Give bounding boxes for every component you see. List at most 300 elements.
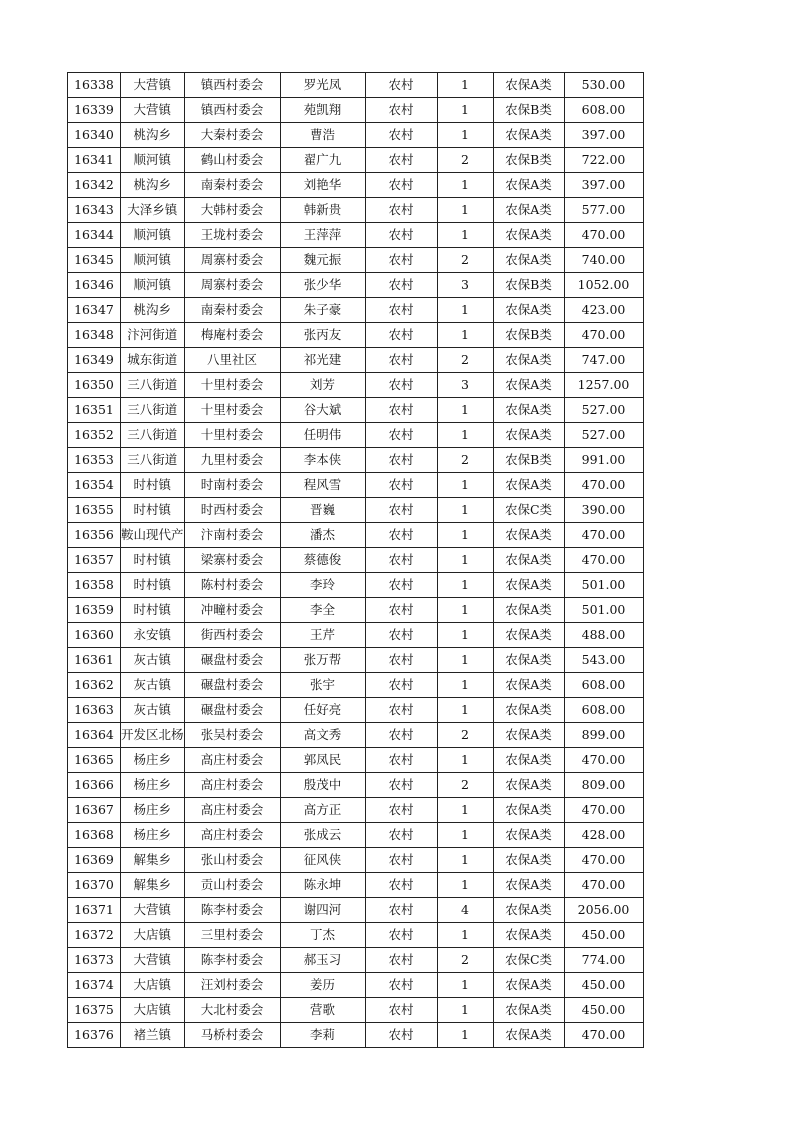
household-count-cell: 1 [437, 298, 493, 323]
person-name-cell: 张宇 [280, 673, 365, 698]
insurance-class-cell: 农保A类 [493, 473, 564, 498]
amount-cell: 501.00 [564, 573, 643, 598]
village-cell: 汪刘村委会 [184, 973, 280, 998]
record-id-cell: 16366 [68, 773, 121, 798]
amount-cell: 450.00 [564, 923, 643, 948]
table-row [68, 848, 644, 873]
household-count-cell: 1 [437, 1023, 493, 1048]
town-cell: 三八街道 [121, 373, 185, 398]
household-count-cell: 1 [437, 498, 493, 523]
person-name-cell: 张少华 [280, 273, 365, 298]
insurance-class-cell: 农保A类 [493, 123, 564, 148]
town-cell: 灰古镇 [121, 698, 185, 723]
area-type-cell: 农村 [365, 498, 437, 523]
town-cell: 大泽乡镇 [121, 198, 185, 223]
area-type-cell: 农村 [365, 248, 437, 273]
table-row [68, 273, 644, 298]
insurance-class-cell: 农保A类 [493, 873, 564, 898]
village-cell: 汴南村委会 [184, 523, 280, 548]
area-type-cell: 农村 [365, 748, 437, 773]
household-count-cell: 2 [437, 348, 493, 373]
area-type-cell: 农村 [365, 973, 437, 998]
insurance-class-cell: 农保A类 [493, 348, 564, 373]
amount-cell: 991.00 [564, 448, 643, 473]
household-count-cell: 1 [437, 673, 493, 698]
insurance-class-cell: 农保A类 [493, 398, 564, 423]
amount-cell: 501.00 [564, 598, 643, 623]
record-id-cell: 16342 [68, 173, 121, 198]
record-id-cell: 16356 [68, 523, 121, 548]
area-type-cell: 农村 [365, 998, 437, 1023]
record-id-cell: 16368 [68, 823, 121, 848]
town-cell: 三八街道 [121, 423, 185, 448]
person-name-cell: 姜历 [280, 973, 365, 998]
insurance-class-cell: 农保A类 [493, 898, 564, 923]
table-row [68, 148, 644, 173]
area-type-cell: 农村 [365, 223, 437, 248]
town-cell: 桃沟乡 [121, 123, 185, 148]
table-row [68, 298, 644, 323]
insurance-class-cell: 农保A类 [493, 673, 564, 698]
insurance-class-cell: 农保A类 [493, 648, 564, 673]
area-type-cell: 农村 [365, 98, 437, 123]
person-name-cell: 殷茂中 [280, 773, 365, 798]
household-count-cell: 1 [437, 623, 493, 648]
record-id-cell: 16370 [68, 873, 121, 898]
village-cell: 高庄村委会 [184, 748, 280, 773]
record-id-cell: 16361 [68, 648, 121, 673]
insurance-class-cell: 农保C类 [493, 498, 564, 523]
household-count-cell: 1 [437, 598, 493, 623]
table-row [68, 648, 644, 673]
village-cell: 马桥村委会 [184, 1023, 280, 1048]
insurance-class-cell: 农保A类 [493, 73, 564, 98]
village-cell: 镇西村委会 [184, 73, 280, 98]
table-row [68, 673, 644, 698]
insurance-class-cell: 农保A类 [493, 373, 564, 398]
table-row [68, 523, 644, 548]
table-row [68, 323, 644, 348]
insurance-class-cell: 农保A类 [493, 623, 564, 648]
town-cell: 解集乡 [121, 848, 185, 873]
village-cell: 陈李村委会 [184, 898, 280, 923]
person-name-cell: 张丙友 [280, 323, 365, 348]
person-name-cell: 高方正 [280, 798, 365, 823]
table-row [68, 248, 644, 273]
town-cell: 大营镇 [121, 98, 185, 123]
town-cell: 大营镇 [121, 898, 185, 923]
town-cell: 时村镇 [121, 473, 185, 498]
area-type-cell: 农村 [365, 648, 437, 673]
household-count-cell: 1 [437, 748, 493, 773]
amount-cell: 608.00 [564, 673, 643, 698]
household-count-cell: 2 [437, 148, 493, 173]
village-cell: 十里村委会 [184, 398, 280, 423]
household-count-cell: 2 [437, 448, 493, 473]
amount-cell: 527.00 [564, 398, 643, 423]
area-type-cell: 农村 [365, 698, 437, 723]
amount-cell: 722.00 [564, 148, 643, 173]
area-type-cell: 农村 [365, 398, 437, 423]
table-row [68, 623, 644, 648]
insurance-class-cell: 农保A类 [493, 548, 564, 573]
table-row [68, 373, 644, 398]
household-count-cell: 1 [437, 823, 493, 848]
area-type-cell: 农村 [365, 123, 437, 148]
amount-cell: 470.00 [564, 798, 643, 823]
amount-cell: 608.00 [564, 698, 643, 723]
person-name-cell: 任好亮 [280, 698, 365, 723]
table-row [68, 173, 644, 198]
town-cell: 顺河镇 [121, 273, 185, 298]
household-count-cell: 2 [437, 248, 493, 273]
household-count-cell: 1 [437, 98, 493, 123]
town-cell: 杨庄乡 [121, 823, 185, 848]
household-count-cell: 1 [437, 223, 493, 248]
village-cell: 大韩村委会 [184, 198, 280, 223]
person-name-cell: 丁杰 [280, 923, 365, 948]
amount-cell: 428.00 [564, 823, 643, 848]
town-cell: 桃沟乡 [121, 298, 185, 323]
table-row [68, 873, 644, 898]
amount-cell: 470.00 [564, 323, 643, 348]
household-count-cell: 1 [437, 73, 493, 98]
record-id-cell: 16360 [68, 623, 121, 648]
table-row [68, 1023, 644, 1048]
amount-cell: 470.00 [564, 223, 643, 248]
area-type-cell: 农村 [365, 173, 437, 198]
record-id-cell: 16353 [68, 448, 121, 473]
amount-cell: 397.00 [564, 173, 643, 198]
table-row [68, 973, 644, 998]
town-cell: 大店镇 [121, 923, 185, 948]
village-cell: 南秦村委会 [184, 298, 280, 323]
amount-cell: 450.00 [564, 973, 643, 998]
insurance-class-cell: 农保A类 [493, 573, 564, 598]
area-type-cell: 农村 [365, 798, 437, 823]
person-name-cell: 程风雪 [280, 473, 365, 498]
household-count-cell: 1 [437, 573, 493, 598]
amount-cell: 527.00 [564, 423, 643, 448]
person-name-cell: 蔡德俊 [280, 548, 365, 573]
area-type-cell: 农村 [365, 348, 437, 373]
record-id-cell: 16354 [68, 473, 121, 498]
record-id-cell: 16343 [68, 198, 121, 223]
area-type-cell: 农村 [365, 923, 437, 948]
household-count-cell: 1 [437, 648, 493, 673]
amount-cell: 397.00 [564, 123, 643, 148]
person-name-cell: 苑凯翔 [280, 98, 365, 123]
insurance-class-cell: 农保A类 [493, 223, 564, 248]
household-count-cell: 1 [437, 523, 493, 548]
insurance-class-cell: 农保A类 [493, 773, 564, 798]
household-count-cell: 4 [437, 898, 493, 923]
town-cell: 灰古镇 [121, 673, 185, 698]
town-cell: 褚兰镇 [121, 1023, 185, 1048]
village-cell: 王垅村委会 [184, 223, 280, 248]
person-name-cell: 朱子豪 [280, 298, 365, 323]
roster-body [68, 73, 644, 1048]
insurance-class-cell: 农保B类 [493, 148, 564, 173]
household-count-cell: 1 [437, 123, 493, 148]
insurance-class-cell: 农保A类 [493, 748, 564, 773]
amount-cell: 1052.00 [564, 273, 643, 298]
table-row [68, 748, 644, 773]
village-cell: 梅庵村委会 [184, 323, 280, 348]
town-cell: 顺河镇 [121, 223, 185, 248]
insurance-class-cell: 农保A类 [493, 298, 564, 323]
table-row [68, 948, 644, 973]
person-name-cell: 刘芳 [280, 373, 365, 398]
person-name-cell: 潘杰 [280, 523, 365, 548]
table-row [68, 398, 644, 423]
town-cell: 桃沟乡 [121, 173, 185, 198]
insurance-class-cell: 农保C类 [493, 948, 564, 973]
household-count-cell: 3 [437, 273, 493, 298]
area-type-cell: 农村 [365, 848, 437, 873]
record-id-cell: 16362 [68, 673, 121, 698]
village-cell: 镇西村委会 [184, 98, 280, 123]
town-cell: 城东街道 [121, 348, 185, 373]
insurance-class-cell: 农保B类 [493, 448, 564, 473]
town-cell: 顺河镇 [121, 148, 185, 173]
household-count-cell: 2 [437, 948, 493, 973]
person-name-cell: 韩新贵 [280, 198, 365, 223]
village-cell: 碾盘村委会 [184, 673, 280, 698]
village-cell: 贡山村委会 [184, 873, 280, 898]
household-count-cell: 1 [437, 548, 493, 573]
record-id-cell: 16372 [68, 923, 121, 948]
table-row [68, 73, 644, 98]
village-cell: 张吴村委会 [184, 723, 280, 748]
household-count-cell: 1 [437, 873, 493, 898]
amount-cell: 608.00 [564, 98, 643, 123]
insurance-class-cell: 农保A类 [493, 598, 564, 623]
insurance-class-cell: 农保A类 [493, 698, 564, 723]
insurance-class-cell: 农保A类 [493, 423, 564, 448]
person-name-cell: 营歌 [280, 998, 365, 1023]
record-id-cell: 16348 [68, 323, 121, 348]
amount-cell: 577.00 [564, 198, 643, 223]
village-cell: 周寨村委会 [184, 273, 280, 298]
town-cell: 顺河镇 [121, 248, 185, 273]
person-name-cell: 高文秀 [280, 723, 365, 748]
area-type-cell: 农村 [365, 948, 437, 973]
area-type-cell: 农村 [365, 598, 437, 623]
amount-cell: 2056.00 [564, 898, 643, 923]
household-count-cell: 1 [437, 698, 493, 723]
person-name-cell: 刘艳华 [280, 173, 365, 198]
village-cell: 九里村委会 [184, 448, 280, 473]
village-cell: 大秦村委会 [184, 123, 280, 148]
benefit-roster-table [67, 72, 644, 1048]
person-name-cell: 祁光建 [280, 348, 365, 373]
person-name-cell: 谷大斌 [280, 398, 365, 423]
town-cell: 杨庄乡 [121, 773, 185, 798]
household-count-cell: 1 [437, 423, 493, 448]
record-id-cell: 16357 [68, 548, 121, 573]
village-cell: 陈李村委会 [184, 948, 280, 973]
household-count-cell: 1 [437, 973, 493, 998]
record-id-cell: 16349 [68, 348, 121, 373]
village-cell: 三里村委会 [184, 923, 280, 948]
area-type-cell: 农村 [365, 273, 437, 298]
household-count-cell: 1 [437, 198, 493, 223]
amount-cell: 470.00 [564, 548, 643, 573]
household-count-cell: 2 [437, 773, 493, 798]
table-row [68, 98, 644, 123]
village-cell: 张山村委会 [184, 848, 280, 873]
record-id-cell: 16358 [68, 573, 121, 598]
amount-cell: 470.00 [564, 1023, 643, 1048]
person-name-cell: 罗光凤 [280, 73, 365, 98]
area-type-cell: 农村 [365, 673, 437, 698]
table-row [68, 723, 644, 748]
amount-cell: 1257.00 [564, 373, 643, 398]
area-type-cell: 农村 [365, 448, 437, 473]
village-cell: 街西村委会 [184, 623, 280, 648]
area-type-cell: 农村 [365, 548, 437, 573]
table-row [68, 798, 644, 823]
insurance-class-cell: 农保A类 [493, 723, 564, 748]
household-count-cell: 1 [437, 848, 493, 873]
insurance-class-cell: 农保A类 [493, 1023, 564, 1048]
table-row [68, 923, 644, 948]
record-id-cell: 16338 [68, 73, 121, 98]
table-row [68, 573, 644, 598]
area-type-cell: 农村 [365, 198, 437, 223]
table-row [68, 198, 644, 223]
amount-cell: 740.00 [564, 248, 643, 273]
record-id-cell: 16359 [68, 598, 121, 623]
town-cell: 大营镇 [121, 73, 185, 98]
record-id-cell: 16340 [68, 123, 121, 148]
household-count-cell: 2 [437, 723, 493, 748]
town-cell: 杨庄乡 [121, 798, 185, 823]
person-name-cell: 魏元振 [280, 248, 365, 273]
town-cell: 大营镇 [121, 948, 185, 973]
village-cell: 时南村委会 [184, 473, 280, 498]
table-row [68, 473, 644, 498]
town-cell: 永安镇 [121, 623, 185, 648]
person-name-cell: 王芹 [280, 623, 365, 648]
area-type-cell: 农村 [365, 898, 437, 923]
insurance-class-cell: 农保A类 [493, 998, 564, 1023]
amount-cell: 450.00 [564, 998, 643, 1023]
table-row [68, 898, 644, 923]
household-count-cell: 1 [437, 323, 493, 348]
person-name-cell: 郭凤民 [280, 748, 365, 773]
household-count-cell: 1 [437, 173, 493, 198]
village-cell: 碾盘村委会 [184, 648, 280, 673]
person-name-cell: 张万帮 [280, 648, 365, 673]
insurance-class-cell: 农保A类 [493, 923, 564, 948]
amount-cell: 530.00 [564, 73, 643, 98]
village-cell: 十里村委会 [184, 373, 280, 398]
table-row [68, 823, 644, 848]
table-row [68, 498, 644, 523]
insurance-class-cell: 农保A类 [493, 523, 564, 548]
town-cell: 杨庄乡 [121, 748, 185, 773]
table-row [68, 348, 644, 373]
table-row [68, 423, 644, 448]
record-id-cell: 16374 [68, 973, 121, 998]
record-id-cell: 16375 [68, 998, 121, 1023]
person-name-cell: 李莉 [280, 1023, 365, 1048]
village-cell: 冲疃村委会 [184, 598, 280, 623]
town-cell: 三八街道 [121, 448, 185, 473]
amount-cell: 747.00 [564, 348, 643, 373]
town-cell: 鞍山现代产 [121, 523, 185, 548]
town-cell: 灰古镇 [121, 648, 185, 673]
village-cell: 鹤山村委会 [184, 148, 280, 173]
person-name-cell: 征风侠 [280, 848, 365, 873]
household-count-cell: 1 [437, 398, 493, 423]
person-name-cell: 李玲 [280, 573, 365, 598]
record-id-cell: 16347 [68, 298, 121, 323]
amount-cell: 470.00 [564, 748, 643, 773]
person-name-cell: 任明伟 [280, 423, 365, 448]
insurance-class-cell: 农保A类 [493, 973, 564, 998]
table-row [68, 448, 644, 473]
town-cell: 大店镇 [121, 973, 185, 998]
table-row [68, 548, 644, 573]
insurance-class-cell: 农保B类 [493, 273, 564, 298]
table-row [68, 598, 644, 623]
person-name-cell: 王萍萍 [280, 223, 365, 248]
area-type-cell: 农村 [365, 723, 437, 748]
person-name-cell: 曹浩 [280, 123, 365, 148]
person-name-cell: 晋巍 [280, 498, 365, 523]
village-cell: 十里村委会 [184, 423, 280, 448]
area-type-cell: 农村 [365, 623, 437, 648]
person-name-cell: 翟广九 [280, 148, 365, 173]
amount-cell: 809.00 [564, 773, 643, 798]
village-cell: 高庄村委会 [184, 798, 280, 823]
amount-cell: 390.00 [564, 498, 643, 523]
area-type-cell: 农村 [365, 773, 437, 798]
area-type-cell: 农村 [365, 298, 437, 323]
town-cell: 时村镇 [121, 548, 185, 573]
record-id-cell: 16345 [68, 248, 121, 273]
insurance-class-cell: 农保A类 [493, 823, 564, 848]
amount-cell: 470.00 [564, 848, 643, 873]
town-cell: 时村镇 [121, 598, 185, 623]
record-id-cell: 16376 [68, 1023, 121, 1048]
household-count-cell: 1 [437, 473, 493, 498]
insurance-class-cell: 农保A类 [493, 173, 564, 198]
town-cell: 开发区北杨 [121, 723, 185, 748]
record-id-cell: 16351 [68, 398, 121, 423]
town-cell: 三八街道 [121, 398, 185, 423]
village-cell: 陈村村委会 [184, 573, 280, 598]
record-id-cell: 16371 [68, 898, 121, 923]
record-id-cell: 16355 [68, 498, 121, 523]
village-cell: 高庄村委会 [184, 773, 280, 798]
record-id-cell: 16350 [68, 373, 121, 398]
village-cell: 梁寨村委会 [184, 548, 280, 573]
area-type-cell: 农村 [365, 473, 437, 498]
amount-cell: 543.00 [564, 648, 643, 673]
person-name-cell: 李全 [280, 598, 365, 623]
record-id-cell: 16341 [68, 148, 121, 173]
household-count-cell: 1 [437, 923, 493, 948]
record-id-cell: 16373 [68, 948, 121, 973]
amount-cell: 470.00 [564, 873, 643, 898]
area-type-cell: 农村 [365, 1023, 437, 1048]
area-type-cell: 农村 [365, 523, 437, 548]
amount-cell: 470.00 [564, 523, 643, 548]
